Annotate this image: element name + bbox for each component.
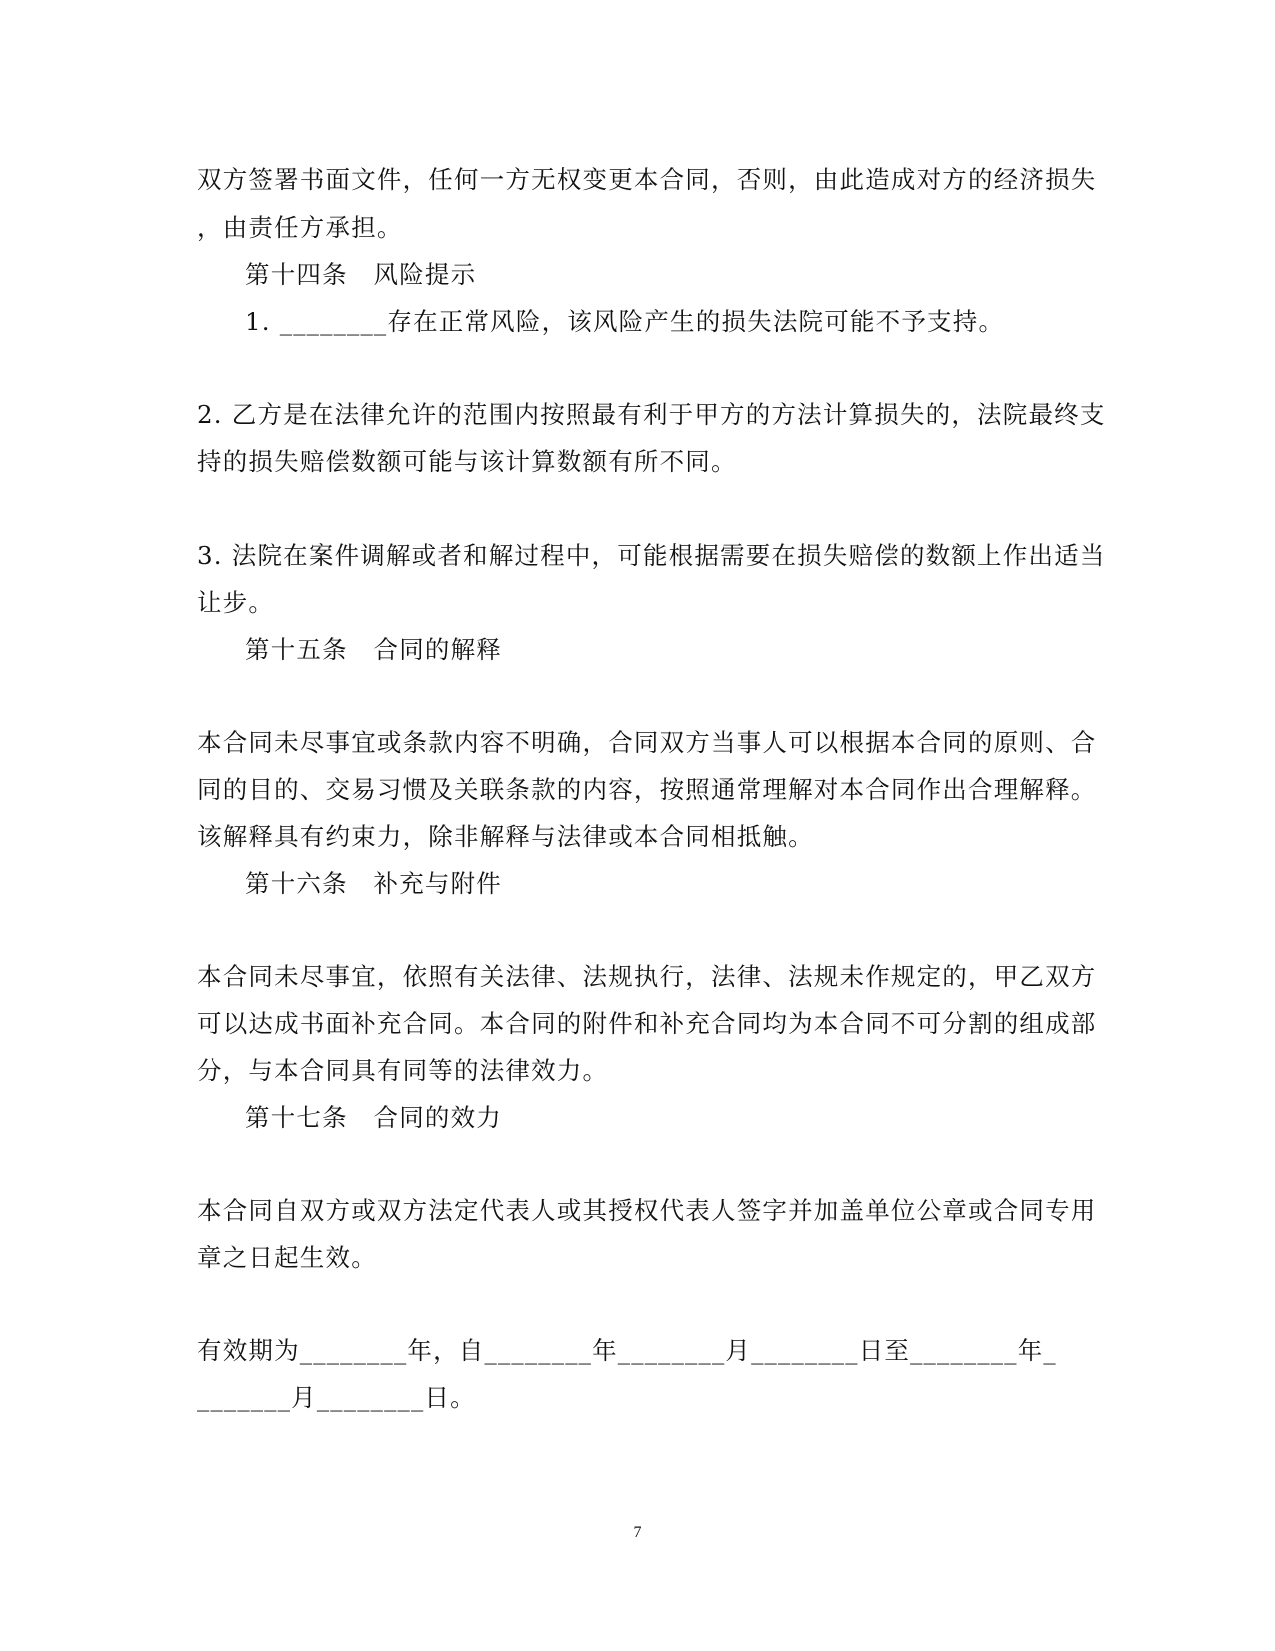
body-text-line: 分，与本合同具有同等的法律效力。 — [197, 1056, 609, 1085]
body-text-line: 持的损失赔偿数额可能与该计算数额有所不同。 — [197, 447, 737, 476]
body-text-line: 章之日起生效。 — [197, 1243, 377, 1272]
body-text-line: 该解释具有约束力，除非解释与法律或本合同相抵触。 — [197, 822, 814, 851]
list-item-3: 3. 法院在案件调解或者和解过程中，可能根据需要在损失赔偿的数额上作出适当 — [197, 541, 1106, 570]
body-text-line: 同的目的、交易习惯及关联条款的内容，按照通常理解对本合同作出合理解释。 — [197, 775, 1097, 804]
list-item-1: 1. ________存在正常风险，该风险产生的损失法院可能不予支持。 — [245, 307, 1005, 336]
list-item-2: 2. 乙方是在法律允许的范围内按照最有利于甲方的方法计算损失的，法院最终支 — [197, 400, 1106, 429]
section-heading-16: 第十六条 补充与附件 — [245, 869, 502, 898]
section-heading-15: 第十五条 合同的解释 — [245, 635, 502, 664]
page-number: 7 — [633, 1524, 642, 1541]
section-heading-14: 第十四条 风险提示 — [245, 260, 477, 289]
body-text-line: 可以达成书面补充合同。本合同的附件和补充合同均为本合同不可分割的组成部 — [197, 1009, 1097, 1038]
body-text-line: 本合同自双方或双方法定代表人或其授权代表人签字并加盖单位公章或合同专用 — [197, 1196, 1097, 1225]
body-text-line: ，由责任方承担。 — [197, 213, 403, 242]
body-text-line: 让步。 — [197, 588, 275, 617]
body-text-line: 双方签署书面文件，任何一方无权变更本合同，否则，由此造成对方的经济损失 — [197, 165, 1097, 194]
section-heading-17: 第十七条 合同的效力 — [245, 1103, 502, 1132]
validity-period-line: _______月________日。 — [197, 1383, 476, 1412]
validity-period-line: 有效期为________年，自________年________月________日至________年_ — [197, 1336, 1057, 1365]
body-text-line: 本合同未尽事宜或条款内容不明确，合同双方当事人可以根据本合同的原则、合 — [197, 728, 1097, 757]
body-text-line: 本合同未尽事宜，依照有关法律、法规执行，法律、法规未作规定的，甲乙双方 — [197, 962, 1097, 991]
